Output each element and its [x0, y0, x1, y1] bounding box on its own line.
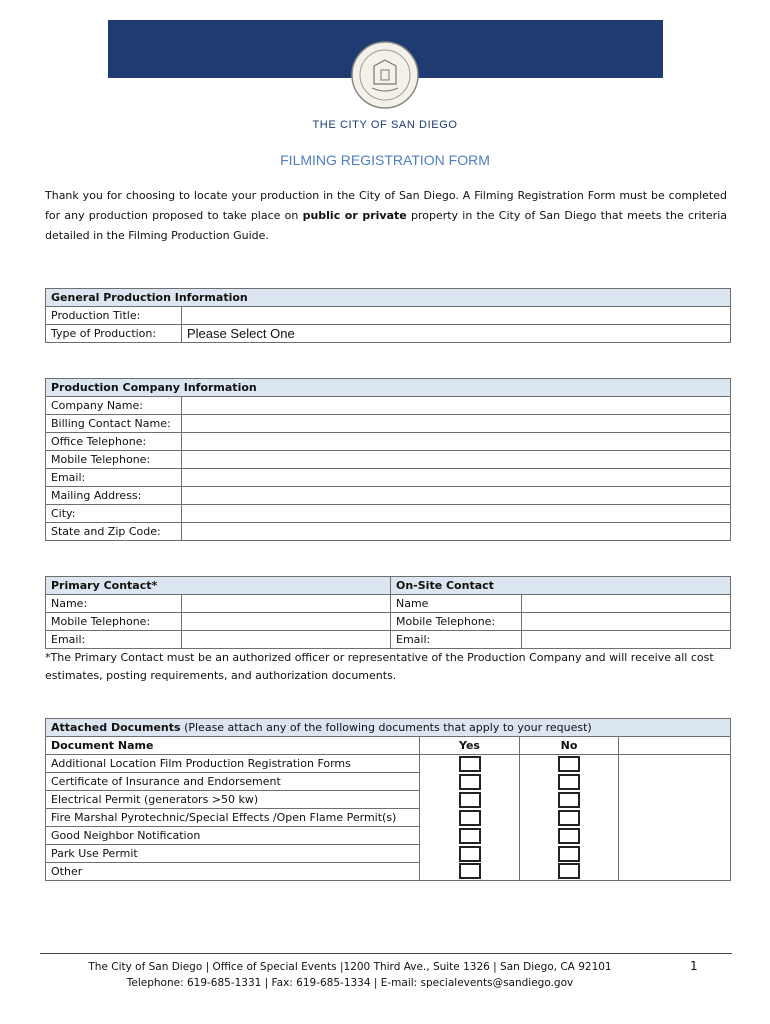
- col-blank: [619, 737, 731, 755]
- document-yes-checkbox[interactable]: [459, 828, 481, 844]
- company-field-label: Mailing Address:: [46, 487, 182, 505]
- document-no-checkbox[interactable]: [558, 756, 580, 772]
- company-table: [45, 378, 731, 541]
- col-document-name: Document Name: [46, 737, 420, 755]
- document-no-checkbox[interactable]: [558, 828, 580, 844]
- document-yes-checkbox[interactable]: [459, 863, 481, 879]
- city-name: THE CITY OF SAN DIEGO: [312, 119, 458, 131]
- footer-address: The City of San Diego | Office of Special Events |1200 Third Ave., Suite 1326 | San Diego, CA 92101: [88, 961, 612, 973]
- intro-paragraph: Thank you for choosing to locate your production in the City of San Diego. A Filming Registration Form must be completed for any production proposed to take place on public or private property in the City of San Diego that meets the criteria detailed in the Filming Production Guide.: [45, 189, 727, 242]
- col-yes: Yes: [420, 737, 520, 755]
- document-item: Fire Marshal Pyrotechnic/Special Effects /Open Flame Permit(s): [46, 809, 420, 827]
- primary-email-field[interactable]: [182, 631, 391, 649]
- document-item: Electrical Permit (generators >50 kw): [46, 791, 420, 809]
- office-telephone-field[interactable]: [182, 433, 731, 451]
- company-field-label: Office Telephone:: [46, 433, 182, 451]
- onsite-mobile-label: Mobile Telephone:: [391, 613, 522, 631]
- document-no-checkbox[interactable]: [558, 863, 580, 879]
- onsite-contact-heading: On-Site Contact: [391, 577, 731, 595]
- primary-mobile-label: Mobile Telephone:: [46, 613, 182, 631]
- primary-name-label: Name:: [46, 595, 182, 613]
- company-field-label: State and Zip Code:: [46, 523, 182, 541]
- production-type-select[interactable]: Please Select One: [182, 325, 731, 343]
- company-field-label: Company Name:: [46, 397, 182, 415]
- production-title-field[interactable]: [182, 307, 731, 325]
- form-title: FILMING REGISTRATION FORM: [280, 152, 490, 168]
- document-item: Good Neighbor Notification: [46, 827, 420, 845]
- contacts-table: [45, 576, 731, 649]
- mailing-address-field[interactable]: [182, 487, 731, 505]
- general-production-table: [45, 288, 731, 343]
- billing-contact-field[interactable]: [182, 415, 731, 433]
- documents-table: [45, 718, 731, 881]
- production-title-label: Production Title:: [46, 307, 182, 325]
- document-item: Park Use Permit: [46, 845, 420, 863]
- footer-divider: [40, 953, 732, 954]
- state-zip-field[interactable]: [182, 523, 731, 541]
- email-field[interactable]: [182, 469, 731, 487]
- document-yes-checkbox[interactable]: [459, 774, 481, 790]
- production-type-label: Type of Production:: [46, 325, 182, 343]
- company-field-label: Email:: [46, 469, 182, 487]
- onsite-name-field[interactable]: [522, 595, 731, 613]
- city-seal-icon: [350, 40, 420, 110]
- city-field[interactable]: [182, 505, 731, 523]
- company-field-label: Mobile Telephone:: [46, 451, 182, 469]
- document-yes-checkbox[interactable]: [459, 846, 481, 862]
- onsite-email-label: Email:: [391, 631, 522, 649]
- primary-name-field[interactable]: [182, 595, 391, 613]
- document-no-checkbox[interactable]: [558, 792, 580, 808]
- company-heading: Production Company Information: [46, 379, 731, 397]
- onsite-mobile-field[interactable]: [522, 613, 731, 631]
- company-field-label: City:: [46, 505, 182, 523]
- document-yes-checkbox[interactable]: [459, 810, 481, 826]
- document-yes-checkbox[interactable]: [459, 756, 481, 772]
- company-field-label: Billing Contact Name:: [46, 415, 182, 433]
- document-item: Additional Location Film Production Registration Forms: [46, 755, 420, 773]
- document-item: Other: [46, 863, 420, 881]
- document-no-checkbox[interactable]: [558, 774, 580, 790]
- primary-email-label: Email:: [46, 631, 182, 649]
- mobile-telephone-field[interactable]: [182, 451, 731, 469]
- page-number: 1: [690, 959, 698, 973]
- general-heading: General Production Information: [46, 289, 731, 307]
- onsite-email-field[interactable]: [522, 631, 731, 649]
- document-item: Certificate of Insurance and Endorsement: [46, 773, 420, 791]
- document-no-checkbox[interactable]: [558, 810, 580, 826]
- documents-heading: Attached Documents (Please attach any of the following documents that apply to your request): [46, 719, 731, 737]
- primary-contact-note: *The Primary Contact must be an authorized officer or representative of the Production Company and will receive all cost estimates, posting requirements, and authorization documents.: [45, 651, 714, 682]
- primary-mobile-field[interactable]: [182, 613, 391, 631]
- footer-contact: Telephone: 619-685-1331 | Fax: 619-685-1334 | E-mail: specialevents@sandiego.gov: [126, 977, 574, 989]
- col-no: No: [520, 737, 619, 755]
- company-name-field[interactable]: [182, 397, 731, 415]
- document-yes-checkbox[interactable]: [459, 792, 481, 808]
- document-no-checkbox[interactable]: [558, 846, 580, 862]
- primary-contact-heading: Primary Contact*: [46, 577, 391, 595]
- onsite-name-label: Name: [391, 595, 522, 613]
